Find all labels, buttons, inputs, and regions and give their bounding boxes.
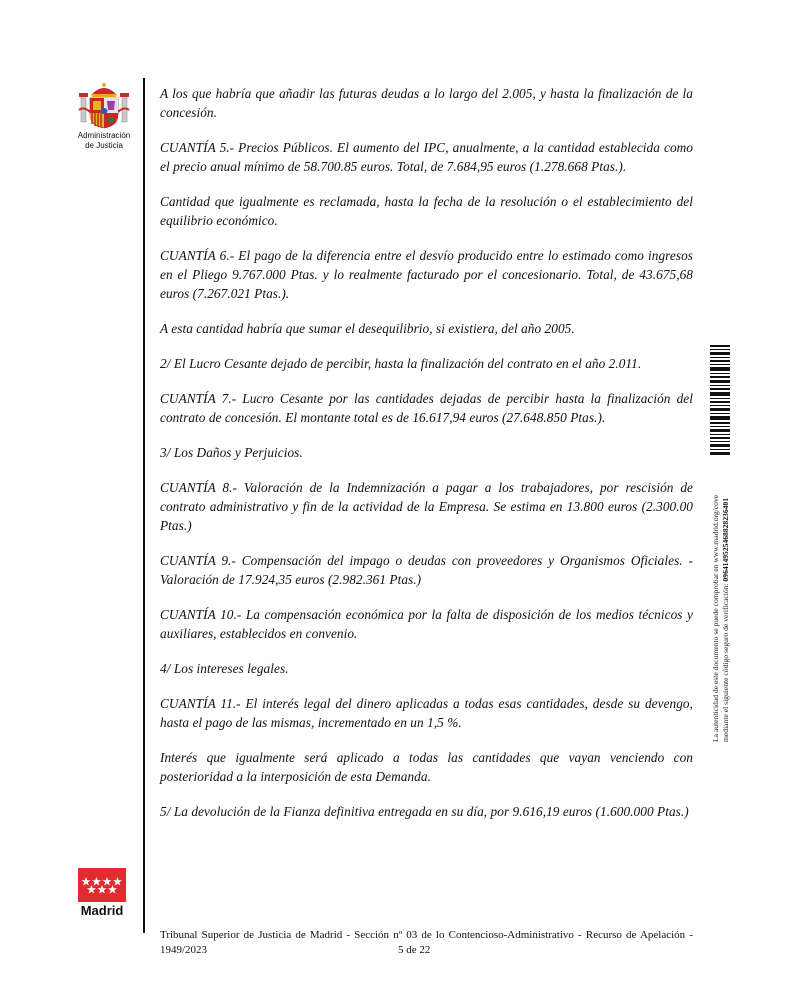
document-body bbox=[160, 84, 693, 837]
verification-line2: mediante el siguiente código seguro de verificación: bbox=[721, 583, 730, 742]
verification-code: 0964149525468828236401 bbox=[721, 497, 730, 582]
paragraph: CUANTÍA 11.- El interés legal del dinero aplicadas a todas esas cantidades, desde su devengo, hasta el pago de las mismas, incrementado en un 1,5 %. bbox=[160, 696, 693, 730]
comunidad-madrid-logo bbox=[78, 868, 126, 918]
paragraph: CUANTÍA 5.- Precios Públicos. El aumento del IPC, anualmente, a la cantidad establecida como el precio anual mínimo de 58.700.85 euros. Total, de 7.684,95 euros (1.278.668 Ptas.). bbox=[160, 140, 693, 174]
paragraph: CUANTÍA 6.- El pago de la diferencia entre el desvío producido entre lo estimado como ingresos en el Pliego 9.767.000 Ptas. y lo realmente facturado por el concesionario. Total, de 43.675,68 euros (7.267.021 Ptas.). bbox=[160, 248, 693, 301]
coat-of-arms-icon bbox=[76, 80, 132, 130]
madrid-label: Madrid bbox=[80, 903, 124, 918]
logo-caption-line2: de Justicia bbox=[85, 141, 123, 150]
verification-line1: La autenticidad de este documento se puede comprobar en www.madrid.org/cove bbox=[711, 494, 720, 742]
administracion-justicia-logo bbox=[74, 80, 134, 150]
paragraph: Cantidad que igualmente es reclamada, hasta la fecha de la resolución o el establecimiento del equilibrio económico. bbox=[160, 194, 693, 228]
margin-divider bbox=[143, 78, 145, 933]
footer-case-number: 1949/2023 bbox=[160, 944, 208, 956]
logo-caption-line1: Administración bbox=[77, 131, 131, 140]
barcode-icon bbox=[710, 345, 730, 455]
paragraph: Interés que igualmente será aplicado a todas las cantidades que vayan venciendo con posterioridad a la interposición de esta Demanda. bbox=[160, 750, 693, 784]
paragraph: A esta cantidad habría que sumar el desequilibrio, si existiera, del año 2005. bbox=[160, 321, 575, 336]
paragraph: CUANTÍA 7.- Lucro Cesante por las cantidades dejadas de percibir hasta la finalización del contrato de concesión. El montante total es de 16.617,94 euros (27.648.850 Ptas.). bbox=[160, 391, 693, 425]
verification-notice bbox=[709, 462, 733, 742]
paragraph: CUANTÍA 10.- La compensación económica por la falta de disposición de los medios técnicos y auxiliares, establecidos en convenio. bbox=[160, 607, 693, 641]
page-footer bbox=[160, 928, 693, 958]
footer-court-line: Tribunal Superior de Justicia de Madrid - Sección nº 03 de lo Contencioso-Administrativo - Recurso de Apelación - bbox=[160, 929, 693, 941]
paragraph: 2/ El Lucro Cesante dejado de percibir, hasta la finalización del contrato en el año 2.011. bbox=[160, 356, 642, 371]
paragraph: 3/ Los Daños y Perjuicios. bbox=[160, 445, 303, 460]
paragraph: CUANTÍA 8.- Valoración de la Indemnización a pagar a los trabajadores, por rescisión de contrato administrativo y fin de la actividad de la Empresa. Se estima en 13.800 euros (2.300.00 Ptas.) bbox=[160, 480, 693, 533]
paragraph: A los que habría que añadir las futuras deudas a lo largo del 2.005, y hasta la finalización de la concesión. bbox=[160, 86, 693, 120]
paragraph: 4/ Los intereses legales. bbox=[160, 661, 289, 676]
page-indicator: 5 de 22 bbox=[398, 944, 431, 956]
paragraph: CUANTÍA 9.- Compensación del impago o deudas con proveedores y Organismos Oficiales. - Valoración de 17.924,35 euros (2.982.361 Ptas.) bbox=[160, 553, 693, 587]
madrid-flag-icon bbox=[78, 868, 126, 902]
paragraph: 5/ La devolución de la Fianza definitiva entregada en su día, por 9.616,19 euros (1.600.000 Ptas.) bbox=[160, 804, 689, 819]
